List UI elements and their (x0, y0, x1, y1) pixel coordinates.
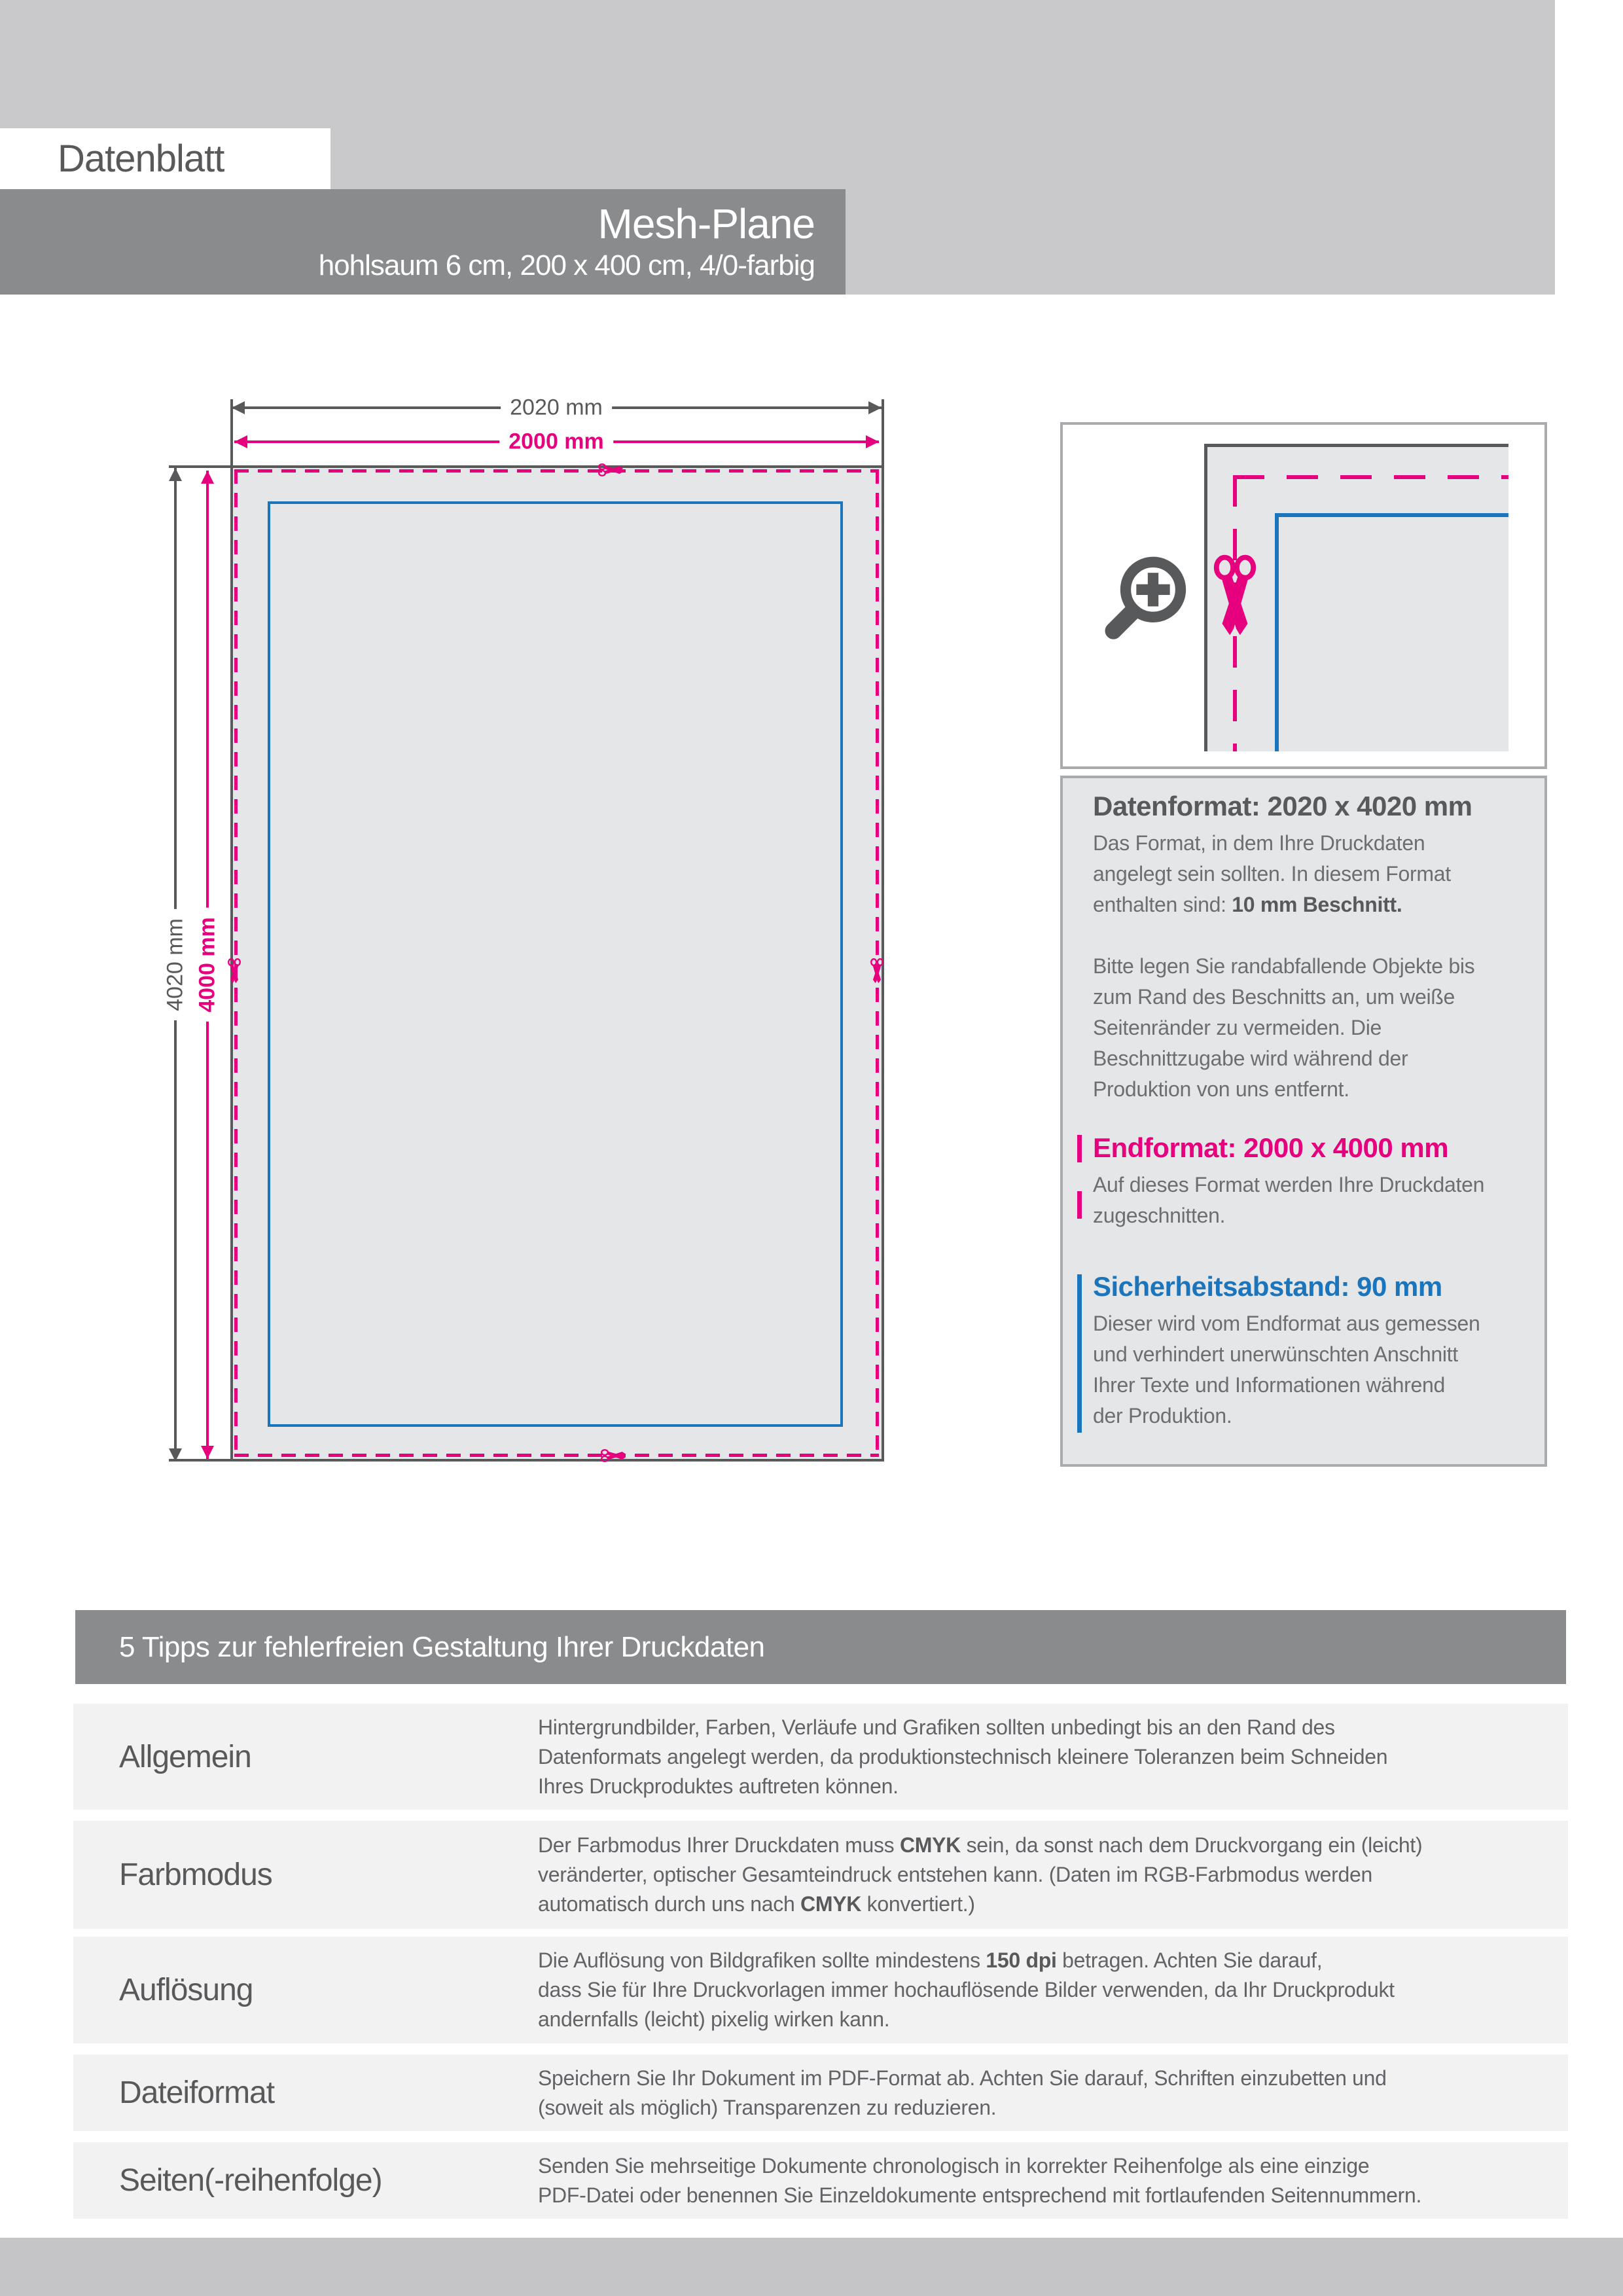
tip-label: Allgemein (119, 1739, 251, 1774)
sicherheitsabstand-section (1093, 1270, 1525, 1431)
endformat-cut-bar (1077, 1135, 1082, 1220)
zoom-datenformat-edge (1204, 444, 1207, 751)
title-banner (0, 189, 846, 295)
diagram-right-edge (882, 399, 884, 1462)
tip-row-dateiformat (73, 2054, 1568, 2131)
arrowhead-up-icon (169, 468, 182, 481)
arrowhead-right-icon (868, 401, 882, 414)
product-subtitle: hohlsaum 6 cm, 200 x 400 cm, 4/0-farbig (318, 249, 815, 281)
diagram-left-edge (230, 399, 233, 1462)
tip-row-allgemein (73, 1704, 1568, 1810)
dim-height-inner-label: 4000 mm (194, 908, 222, 1022)
diagram-bottom-edge (169, 1459, 884, 1462)
footer-band (0, 2238, 1623, 2296)
bleed-line-bottom (234, 1454, 879, 1457)
datenformat-heading: Datenformat: 2020 x 4020 mm (1093, 791, 1472, 821)
tip-body: Die Auflösung von Bildgrafiken sollte mindestens 150 dpi betragen. Achten Sie darauf, dass Sie für Ihre Druckvorlagen immer hochauflösende Bilder verwenden, da Ihr Druckprodukt andernfalls (leicht) pixelig wirken kann. (538, 1948, 1395, 2031)
dim-width-outer-label: 2020 mm (501, 394, 612, 422)
magnifier-plus-icon (1098, 545, 1190, 645)
diagram-top-edge (169, 465, 884, 468)
bleed-line-top (234, 469, 879, 473)
zoom-safety-line (1275, 513, 1508, 517)
dim-width-inner-label: 2000 mm (499, 428, 613, 456)
tip-row-farbmodus (73, 1821, 1568, 1929)
sheet-label: Datenblatt (58, 137, 224, 180)
scissors-icon (869, 958, 885, 984)
tips-banner: 5 Tipps zur fehlerfreien Gestaltung Ihrer Druckdaten (75, 1610, 1566, 1684)
tip-body: Speichern Sie Ihr Dokument im PDF-Format ab. Achten Sie darauf, Schriften einzubetten und (soweit als möglich) Transparenzen zu reduzieren. (538, 2066, 1387, 2119)
safety-bar (1077, 1274, 1082, 1433)
arrowhead-down-icon (169, 1448, 182, 1462)
scissors-icon (226, 958, 242, 984)
tip-body: Hintergrundbilder, Farben, Verläufe und Grafiken sollten unbedingt bis an den Rand des Datenformats angelegt werden, da produktionstechnisch kleinere Toleranzen beim Schneiden Ihres Druckproduktes auftreten können. (538, 1715, 1388, 1798)
arrowhead-down-icon (201, 1446, 214, 1459)
zoom-bleed-line (1233, 475, 1508, 479)
tip-row-seitenreihenfolge (73, 2142, 1568, 2219)
product-title: Mesh-Plane (597, 200, 815, 247)
zoom-datenformat-edge (1204, 444, 1508, 447)
dim-height-outer-label: 4020 mm (162, 909, 190, 1020)
tip-body: Senden Sie mehrseitige Dokumente chronologisch in korrekter Reihenfolge als eine einzige PDF-Datei oder benennen Sie Einzeldokumente entsprechend mit fortlaufenden Seitennummern. (538, 2153, 1422, 2207)
zoom-safety-line (1275, 513, 1279, 751)
scissors-icon (598, 462, 624, 478)
tip-label: Farbmodus (119, 1857, 272, 1892)
arrowhead-up-icon (201, 471, 214, 484)
endformat-body: Auf dieses Format werden Ihre Druckdaten zugeschnitten. (1093, 1173, 1485, 1227)
tip-label: Auflösung (119, 1973, 253, 2007)
format-info-panel (1060, 776, 1547, 1467)
tip-row-aufloesung (73, 1937, 1568, 2043)
endformat-heading: Endformat: 2000 x 4000 mm (1093, 1132, 1449, 1163)
tip-label: Dateiformat (119, 2075, 275, 2110)
arrowhead-left-icon (232, 401, 245, 414)
arrowhead-left-icon (234, 435, 247, 448)
tip-label: Seiten(-reihenfolge) (119, 2163, 382, 2198)
arrowhead-right-icon (866, 435, 879, 448)
datenformat-body: Das Format, in dem Ihre Druckdaten angelegt sein sollten. In diesem Format enthalten sind: 10 mm Beschnitt. Bitte legen Sie randabfallende Objekte bis zum Rand des Beschnitts an, um weiße Seitenränder zu vermeiden. Die Beschnittzugabe wird während der Produktion von uns entfernt. (1093, 831, 1475, 1101)
datenformat-section (1093, 790, 1525, 1105)
tip-body: Der Farbmodus Ihrer Druckdaten muss CMYK sein, da sonst nach dem Druckvorgang ein (leicht) veränderter, optischer Gesamteindruck entstehen kann. (Daten im RGB-Farbmodus werden automatisch durch uns nach CMYK konvertiert.) (538, 1833, 1423, 1916)
sicherheitsabstand-heading: Sicherheitsabstand: 90 mm (1093, 1271, 1442, 1302)
endformat-section (1093, 1132, 1525, 1231)
safety-margin-rect (268, 501, 843, 1427)
scissors-icon (601, 1448, 627, 1463)
scissors-icon (1211, 554, 1259, 640)
sicherheitsabstand-body: Dieser wird vom Endformat aus gemessen und verhindert unerwünschten Anschnitt Ihrer Texte und Informationen während der Produktion. (1093, 1312, 1480, 1427)
